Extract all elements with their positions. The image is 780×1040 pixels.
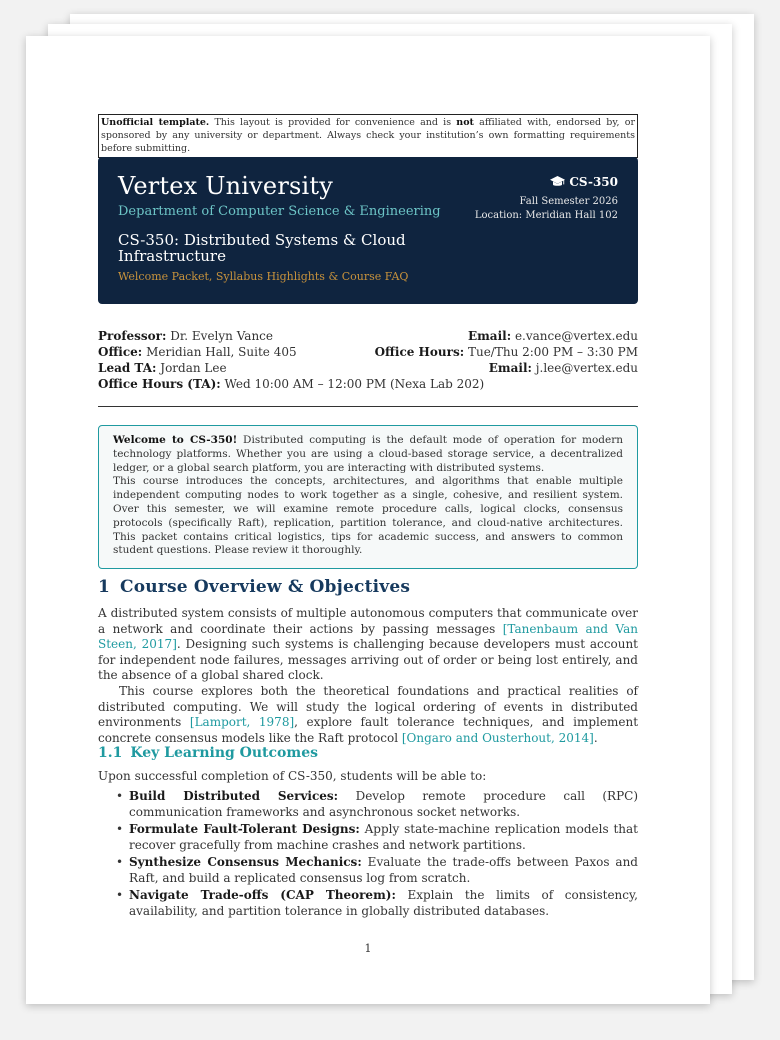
outcome-title: Synthesize Consensus Mechanics: [129,855,362,869]
professor-line [98,328,273,344]
ta-hours: Wed 10:00 AM – 12:00 PM (Nexa Lab 202) [224,377,485,391]
overview-paragraph-1 [98,606,638,684]
welcome-paragraph-1 [113,434,623,475]
bullet-icon: • [116,822,124,836]
page-number: 1 [364,942,372,955]
section-body [98,606,638,746]
ta-email-line [489,360,638,376]
overview-text-1b: . Designing such systems is challenging because developers must account for independent node failures, messages arriving out of order or being lost entirely, and the absence of a global shared clock. [98,637,638,683]
location: Location: Meridian Hall 102 [474,210,618,221]
welcome-heading: Welcome to CS-350! [113,434,238,446]
ta-line [98,360,227,376]
section-heading [98,577,410,597]
ta-email-label: Email: [488,361,532,375]
welcome-paragraph-2: This course introduces the concepts, architectures, and algorithms that enable multiple independent computing nodes to work together as a single, cohesive, and resilient system. Over this semester, we will examine remote procedure calls, logical clocks, consensus protocols (specifically Raft), replication, partition tolerance, and cloud-native architectures. This packet contains critical logistics, tips for academic success, and answers to common student questions. Please review it thoroughly. [113,475,623,557]
subsection-heading [98,745,318,761]
citation-link[interactable]: [Tanenbaum and Van Steen, 2017] [98,621,638,652]
welcome-text-1: Distributed computing is the default mode of operation for modern technology platforms. Whether you are using a cloud-based storage service, a decentralized ledger, or a global search platform, you are interacting with distributed systems. [113,434,624,474]
citation-link[interactable]: [Lamport, 1978] [189,715,295,730]
subsection-title: Key Learning Outcomes [130,745,318,761]
professor-label: Professor: [98,329,167,343]
outcome-text: Evaluate the trade-offs between Paxos and Raft, and build a replicated consensus log from scratch. [129,855,638,885]
list-item [98,788,638,820]
staff-info [98,328,638,392]
outcome-title: Navigate Trade-offs (CAP Theorem): [129,888,396,902]
section-title: Course Overview & Objectives [120,577,411,597]
disclaimer-text-1: This layout is provided for convenience and is [209,117,457,128]
professor-name: Dr. Evelyn Vance [170,329,273,343]
header-banner [98,157,638,304]
semester: Fall Semester 2026 [519,196,618,207]
outcome-title: Formulate Fault-Tolerant Designs: [129,822,360,836]
office-location: Meridian Hall, Suite 405 [146,345,297,359]
university-name: Vertex University [118,172,334,200]
ta-email[interactable]: j.lee@vertex.edu [535,361,638,375]
section-number: 1 [98,577,111,597]
packet-subtitle: Welcome Packet, Syllabus Highlights & Course FAQ [118,270,409,283]
disclaimer-emphasis: not [456,117,474,128]
course-title: CS-350: Distributed Systems & Cloud Infrastructure [118,231,406,265]
subsection-number: 1.1 [98,745,123,761]
outcome-text: Develop remote procedure call (RPC) communication frameworks and asynchronous socket networks. [129,789,639,819]
office-line [98,344,297,360]
outcomes-list [98,788,638,920]
list-item [98,854,638,886]
department-name: Department of Computer Science & Engineering [118,204,441,219]
disclaimer-box [98,114,638,158]
office-label: Office: [98,345,143,359]
citation-link[interactable]: [Ongaro and Ousterhout, 2014] [401,730,594,745]
outcomes-intro: Upon successful completion of CS-350, students will be able to: [98,769,487,783]
outcome-text: Apply state-machine replication models that recover gracefully from machine crashes and network partitions. [129,822,639,852]
list-item [98,821,638,853]
professor-email-line [468,328,638,344]
overview-text-2c: . [593,730,598,745]
disclaimer-text-2: affiliated with, endorsed by, or sponsored by any university or department. Always check your institution’s own formatting requirements before submitting. [101,117,635,154]
professor-email[interactable]: e.vance@vertex.edu [514,329,638,343]
overview-text-2b: , explore fault tolerance techniques, and implement concrete consensus models like the Raft protocol [98,715,639,745]
welcome-box [98,425,638,569]
bullet-icon: • [116,789,124,803]
bullet-icon: • [116,855,124,869]
course-code-badge [550,175,618,191]
overview-text-2a: This course explores both the theoretical foundations and practical realities of distributed computing. We will study the logical ordering of events in distributed environments [98,683,638,730]
graduation-cap-icon [550,176,565,191]
ta-hours-line [98,376,484,392]
list-item [98,887,638,919]
ta-name: Jordan Lee [160,361,227,375]
office-hours-label: Office Hours: [374,345,465,359]
disclaimer-label: Unofficial template. [101,117,210,128]
course-code: CS-350 [569,175,618,189]
ta-label: Lead TA: [98,361,157,375]
outcome-text: Explain the limits of consistency, availability, and partition tolerance in globally distributed databases. [129,888,638,918]
office-hours: Tue/Thu 2:00 PM – 3:30 PM [467,345,638,359]
overview-text-1a: A distributed system consists of multiple autonomous computers that communicate over a network and coordinate their actions by passing messages [98,606,638,636]
office-hours-line [375,344,638,360]
ta-hours-label: Office Hours (TA): [98,377,221,391]
document-page [26,36,710,1004]
bullet-icon: • [116,888,124,902]
divider [98,406,638,407]
overview-paragraph-2 [98,684,638,746]
outcome-title: Build Distributed Services: [129,789,339,803]
professor-email-label: Email: [467,329,512,343]
term-info [475,195,618,223]
